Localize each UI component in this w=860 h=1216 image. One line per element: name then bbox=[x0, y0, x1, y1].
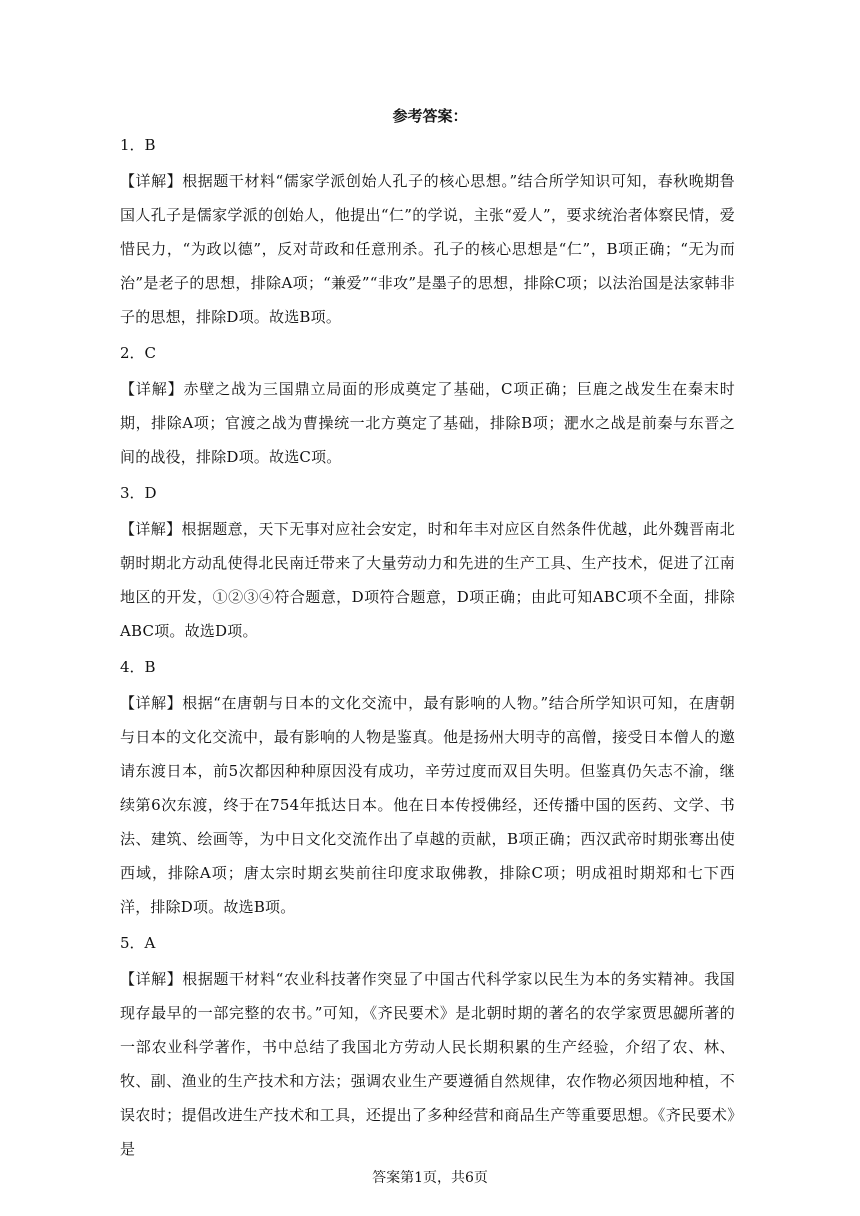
answer-item-3 bbox=[120, 478, 735, 648]
answer-number: 5．A bbox=[120, 934, 156, 952]
answer-explanation: 【详解】赤壁之战为三国鼎立局面的形成奠定了基础，C项正确；巨鹿之战发生在秦末时期，排除A项；官渡之战为曹操统一北方奠定了基础，排除B项；淝水之战是前秦与东晋之间的战役，排除D项。故选C项。 bbox=[120, 380, 735, 466]
answer-item-1 bbox=[120, 130, 735, 334]
answer-item-2 bbox=[120, 338, 735, 474]
answer-item-4 bbox=[120, 652, 735, 924]
page-title: 参考答案： bbox=[392, 107, 468, 125]
answer-explanation: 【详解】根据题干材料“儒家学派创始人孔子的核心思想。”结合所学知识可知，春秋晚期鲁国人孔子是儒家学派的创始人，他提出“仁”的学说，主张“爱人”，要求统治者体察民情，爱惜民力，“为政以德”，反对苛政和任意刑杀。孔子的核心思想是“仁”，B项正确；“无为而治”是老子的思想，排除A项；“兼爱”“非攻”是墨子的思想，排除C项；以法治国是法家韩非子的思想，排除D项。故选B项。 bbox=[120, 172, 735, 326]
answer-number: 1．B bbox=[120, 136, 156, 154]
answer-explanation: 【详解】根据题意，天下无事对应社会安定，时和年丰对应区自然条件优越，此外魏晋南北朝时期北方动乱使得北民南迁带来了大量劳动力和先进的生产工具、生产技术，促进了江南地区的开发，①②③④符合题意，D项符合题意，D项正确；由此可知ABC项不全面，排除ABC项。故选D项。 bbox=[120, 520, 735, 640]
answer-number: 2．C bbox=[120, 344, 157, 362]
answers-section bbox=[120, 130, 735, 1170]
answer-explanation: 【详解】根据“在唐朝与日本的文化交流中，最有影响的人物。”结合所学知识可知，在唐朝与日本的文化交流中，最有影响的人物是鉴真。他是扬州大明寺的高僧，接受日本僧人的邀请东渡日本，前5次都因种种原因没有成功，辛劳过度而双目失明。但鉴真仍矢志不渝，继续第6次东渡，终于在754年抵达日本。他在日本传授佛经，还传播中国的医药、文学、书法、建筑、绘画等，为中日文化交流作出了卓越的贡献，B项正确；西汉武帝时期张骞出使西域，排除A项；唐太宗时期玄奘前往印度求取佛教，排除C项；明成祖时期郑和七下西洋，排除D项。故选B项。 bbox=[120, 694, 735, 916]
answer-number: 3．D bbox=[120, 484, 157, 502]
answer-item-5 bbox=[120, 928, 735, 1166]
answer-number: 4．B bbox=[120, 658, 156, 676]
answer-explanation: 【详解】根据题干材料“农业科技著作突显了中国古代科学家以民生为本的务实精神。我国现存最早的一部完整的农书。”可知，《齐民要术》是北朝时期的著名的农学家贾思勰所著的一部农业科学著作，书中总结了我国北方劳动人民长期积累的生产经验，介绍了农、林、牧、副、渔业的生产技术和方法；强调农业生产要遵循自然规律，农作物必须因地种植，不误农时；提倡改进生产技术和工具，还提出了多种经营和商品生产等重要思想。《齐民要术》是 bbox=[120, 970, 735, 1158]
page-footer: 答案第1页，共6页 bbox=[372, 1170, 488, 1186]
